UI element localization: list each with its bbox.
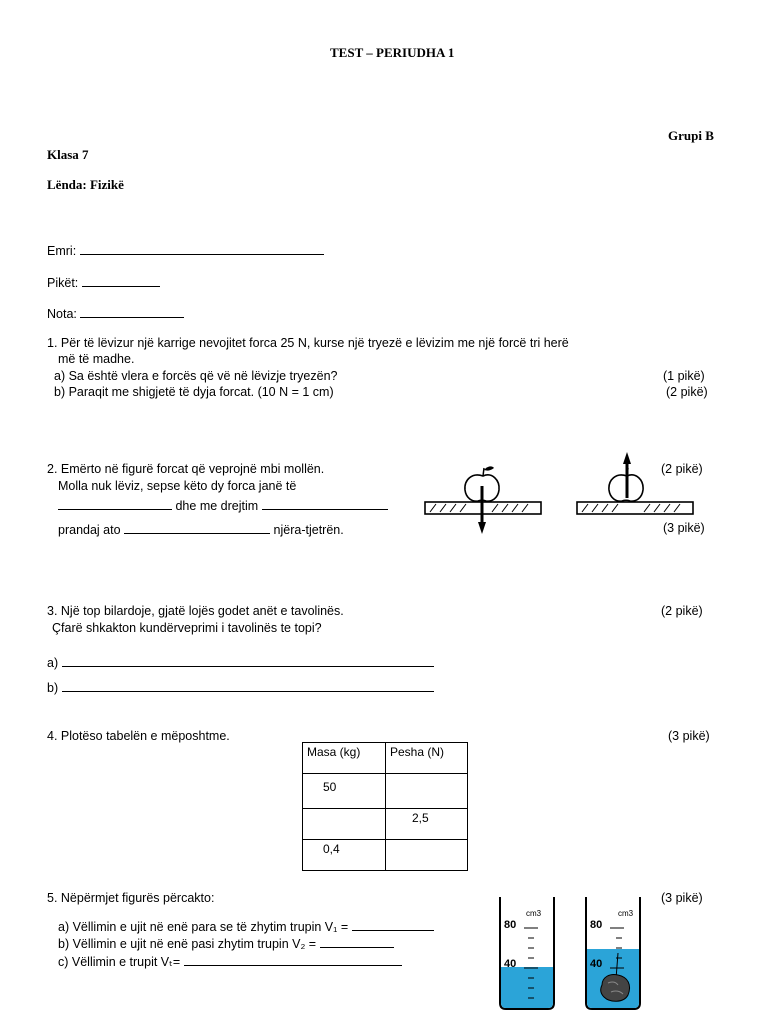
q3-line1-points: (2 pikë): [661, 604, 703, 618]
q2-line4-points: (3 pikë): [663, 521, 705, 535]
q2-text-line4: [58, 521, 344, 537]
name-blank[interactable]: [80, 242, 324, 255]
q2-blank-1[interactable]: [58, 497, 172, 510]
water-fill: [501, 967, 553, 1008]
graduated-cylinder-1: [492, 893, 562, 1013]
label-80: 80: [590, 919, 603, 931]
name-label: Emri:: [47, 244, 77, 258]
table-cell: 2,5: [386, 809, 468, 840]
q5-b-blank[interactable]: [320, 935, 394, 948]
q3-text-line1: 3. Një top bilardoje, gjatë lojës godet anët e tavolinës.: [47, 604, 344, 618]
q3-a-blank[interactable]: [62, 654, 434, 667]
page-title: TEST – PERIUDHA 1: [330, 45, 455, 60]
q2-line1-points: (2 pikë): [661, 462, 703, 476]
q2-text-line1: 2. Emërto në figurë forcat që veprojnë mbi mollën.: [47, 462, 325, 476]
points-field[interactable]: [47, 274, 160, 290]
q1-b-points: (2 pikë): [666, 385, 708, 399]
table-cell-input[interactable]: [303, 809, 386, 840]
table-row: [303, 809, 468, 840]
points-label: Pikët:: [47, 276, 79, 290]
q2-line4-post: njëra-tjetrën.: [273, 523, 344, 537]
grade-label: Nota:: [47, 307, 77, 321]
table-header-row: [303, 743, 468, 774]
apple-on-table-figure-1: [420, 458, 550, 538]
label-80: 80: [504, 919, 517, 931]
q2-blank-3[interactable]: [124, 521, 270, 534]
q5-c-blank[interactable]: [184, 953, 402, 966]
q3-b-blank[interactable]: [62, 679, 434, 692]
q1-text-line1: 1. Për të lëvizur një karrige nevojitet forca 25 N, kurse një tryezë e lëvizim me një forcë tri herë: [47, 336, 569, 350]
table-header-weight: Pesha (N): [386, 743, 468, 774]
class-label: Klasa 7: [47, 147, 89, 162]
grade-field[interactable]: [47, 305, 184, 321]
q1-text-line2: më të madhe.: [58, 352, 135, 366]
q1-b: b) Paraqit me shigjetë të dyja forcat. (10 N = 1 cm): [54, 385, 334, 399]
mass-weight-table: [302, 742, 468, 871]
q2-line4-pre: prandaj ato: [58, 523, 121, 537]
apple-on-table-figure-2: [572, 450, 702, 540]
name-field[interactable]: [47, 242, 324, 258]
q2-line3-mid: dhe me drejtim: [175, 499, 259, 513]
q5-c: [58, 953, 402, 969]
q5-b: [58, 935, 394, 951]
table-cell-input[interactable]: [386, 774, 468, 809]
table-header-mass: Masa (kg): [303, 743, 386, 774]
points-blank[interactable]: [82, 274, 160, 287]
unit-label: cm3: [526, 909, 542, 918]
table-cell: 0,4: [303, 840, 386, 871]
q3-text-line2: Çfarë shkakton kundërveprimi i tavolinës te topi?: [52, 621, 322, 635]
q4-text: 4. Plotëso tabelën e mëposhtme.: [47, 729, 230, 743]
q2-text-line2: Molla nuk lëviz, sepse këto dy forca janë të: [58, 479, 297, 493]
grade-blank[interactable]: [80, 305, 184, 318]
q3-b-label: b): [47, 681, 59, 695]
group-label: Grupi B: [668, 128, 714, 143]
q5-a: [58, 918, 434, 934]
q5-c-label: c) Vëllimin e trupit Vₜ=: [58, 955, 181, 969]
table-cell-input[interactable]: [386, 840, 468, 871]
q3-answer-a[interactable]: [47, 654, 434, 670]
q2-text-line3: [58, 497, 388, 513]
q3-a-label: a): [47, 656, 59, 670]
q5-a-blank[interactable]: [352, 918, 434, 931]
graduated-cylinder-2: [578, 893, 648, 1013]
q5-b-label: b) Vëllimin e ujit në enë pasi zhytim trupin V₂ =: [58, 937, 317, 951]
label-40: 40: [590, 958, 603, 970]
table-row: [303, 840, 468, 871]
q5-a-label: a) Vëllimin e ujit në enë para se të zhytim trupin V₁ =: [58, 920, 349, 934]
subject-label: Lënda: Fizikë: [47, 177, 124, 192]
q5-text: 5. Nëpërmjet figurës përcakto:: [47, 891, 215, 905]
unit-label: cm3: [618, 909, 634, 918]
q3-answer-b[interactable]: [47, 679, 434, 695]
q5-points: (3 pikë): [661, 891, 703, 905]
q1-a: a) Sa është vlera e forcës që vë në lëvizje tryezën?: [54, 369, 338, 383]
table-icon: [577, 502, 693, 514]
q1-a-points: (1 pikë): [663, 369, 705, 383]
table-cell: 50: [303, 774, 386, 809]
label-40: 40: [504, 958, 517, 970]
table-row: [303, 774, 468, 809]
q4-points: (3 pikë): [668, 729, 710, 743]
q2-blank-2[interactable]: [262, 497, 388, 510]
